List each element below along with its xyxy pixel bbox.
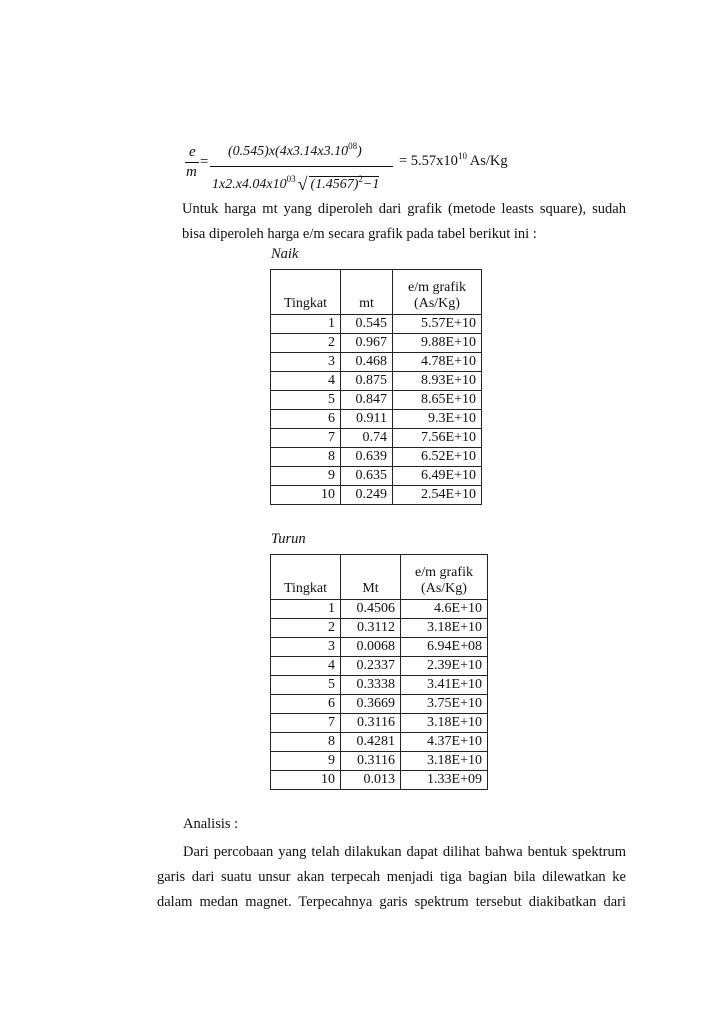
formula-e: e (189, 144, 196, 160)
intro-line-2: bisa diperoleh harga e/m secara grafik pada tabel berikut ini : (182, 226, 537, 242)
cell-mt: 0.4506 (341, 600, 401, 619)
cell-mt: 0.4281 (341, 733, 401, 752)
formula-result-exponent: 10 (457, 151, 467, 161)
cell-em: 4.37E+10 (401, 733, 488, 752)
cell-mt: 0.74 (341, 429, 393, 448)
cell-tingkat: 8 (271, 733, 341, 752)
cell-mt: 0.3669 (341, 695, 401, 714)
cell-tingkat: 7 (271, 714, 341, 733)
table-header-row (271, 555, 488, 600)
cell-em: 9.88E+10 (393, 334, 482, 353)
formula-result-prefix: = 5.57x10 (399, 153, 458, 169)
cell-em: 3.41E+10 (401, 676, 488, 695)
cell-mt: 0.3116 (341, 714, 401, 733)
cell-em: 8.65E+10 (393, 391, 482, 410)
cell-tingkat: 2 (271, 619, 341, 638)
formula-lhs-fraction-bar (185, 162, 199, 163)
cell-em: 4.78E+10 (393, 353, 482, 372)
formula-numerator-exponent: 08 (348, 141, 358, 151)
cell-tingkat: 1 (271, 600, 341, 619)
cell-em: 2.54E+10 (393, 486, 482, 505)
table-row (271, 638, 488, 657)
cell-em: 3.18E+10 (401, 714, 488, 733)
table-row (271, 448, 482, 467)
analysis-title: Analisis : (183, 816, 239, 832)
cell-mt: 0.2337 (341, 657, 401, 676)
cell-em: 9.3E+10 (393, 410, 482, 429)
table-row (271, 391, 482, 410)
cell-tingkat: 10 (271, 486, 341, 505)
formula-radicand-exponent: 2 (358, 174, 363, 184)
formula-m: m (186, 164, 197, 180)
formula-numerator-close: ) (357, 144, 362, 159)
formula-result (399, 153, 508, 170)
table-row (271, 714, 488, 733)
header-em-grafik (401, 555, 488, 600)
cell-mt: 0.468 (341, 353, 393, 372)
cell-tingkat: 5 (271, 676, 341, 695)
cell-em: 4.6E+10 (401, 600, 488, 619)
table-naik-caption: Naik (271, 246, 299, 262)
cell-mt: 0.3112 (341, 619, 401, 638)
cell-tingkat: 6 (271, 695, 341, 714)
table-row (271, 372, 482, 391)
table-row (271, 771, 488, 790)
cell-em: 3.18E+10 (401, 619, 488, 638)
cell-mt: 0.875 (341, 372, 393, 391)
cell-mt: 0.847 (341, 391, 393, 410)
table-row (271, 353, 482, 372)
formula-main-fraction-bar (210, 166, 393, 167)
cell-tingkat: 7 (271, 429, 341, 448)
cell-tingkat: 3 (271, 638, 341, 657)
table-row (271, 695, 488, 714)
cell-tingkat: 4 (271, 657, 341, 676)
table-row (271, 752, 488, 771)
header-tingkat: Tingkat (271, 555, 341, 600)
cell-tingkat: 4 (271, 372, 341, 391)
cell-em: 6.94E+08 (401, 638, 488, 657)
table-row (271, 733, 488, 752)
sqrt-icon: √ (297, 174, 308, 194)
cell-mt: 0.249 (341, 486, 393, 505)
header-em-unit: (As/Kg) (421, 581, 467, 596)
table-naik (270, 269, 482, 505)
cell-tingkat: 2 (271, 334, 341, 353)
cell-em: 6.49E+10 (393, 467, 482, 486)
cell-mt: 0.911 (341, 410, 393, 429)
formula-denominator-a: 1x2.x4.04x10 (212, 177, 287, 192)
table-row (271, 676, 488, 695)
formula-denominator (212, 172, 379, 193)
table-row (271, 410, 482, 429)
cell-em: 1.33E+09 (401, 771, 488, 790)
header-em-grafik-label: e/m grafik (415, 565, 473, 580)
formula-numerator-main: (0.545)x(4x3.14x3.10 (228, 144, 349, 159)
cell-em: 5.57E+10 (393, 315, 482, 334)
intro-line-1: Untuk harga mt yang diperoleh dari grafik (metode leasts square), sudah (182, 201, 626, 217)
header-tingkat: Tingkat (271, 270, 341, 315)
analysis-line-2: garis dari suatu unsur akan terpecah menjadi tiga bagian bila dilewatkan ke (157, 869, 626, 885)
cell-em: 7.56E+10 (393, 429, 482, 448)
table-row (271, 486, 482, 505)
table-row (271, 600, 488, 619)
table-row (271, 429, 482, 448)
cell-em: 2.39E+10 (401, 657, 488, 676)
analysis-line-1: Dari percobaan yang telah dilakukan dapat dilihat bahwa bentuk spektrum (183, 844, 626, 860)
cell-mt: 0.635 (341, 467, 393, 486)
formula-equals: = (200, 154, 209, 170)
header-mt: Mt (341, 555, 401, 600)
cell-em: 3.18E+10 (401, 752, 488, 771)
cell-tingkat: 8 (271, 448, 341, 467)
formula-denominator-exponent: 03 (286, 174, 296, 184)
cell-mt: 0.967 (341, 334, 393, 353)
table-row (271, 334, 482, 353)
table-header-row (271, 270, 482, 315)
cell-mt: 0.3116 (341, 752, 401, 771)
cell-mt: 0.639 (341, 448, 393, 467)
analysis-line-3: dalam medan magnet. Terpecahnya garis spektrum tersebut diakibatkan dari (157, 894, 626, 910)
cell-tingkat: 9 (271, 752, 341, 771)
header-em-unit: (As/Kg) (414, 296, 460, 311)
cell-tingkat: 1 (271, 315, 341, 334)
cell-mt: 0.0068 (341, 638, 401, 657)
cell-tingkat: 10 (271, 771, 341, 790)
cell-mt: 0.013 (341, 771, 401, 790)
table-row (271, 619, 488, 638)
formula-numerator (228, 141, 362, 160)
table-row (271, 467, 482, 486)
cell-mt: 0.545 (341, 315, 393, 334)
header-mt: mt (341, 270, 393, 315)
cell-em: 6.52E+10 (393, 448, 482, 467)
table-row (271, 315, 482, 334)
header-em-grafik (393, 270, 482, 315)
cell-em: 8.93E+10 (393, 372, 482, 391)
cell-tingkat: 6 (271, 410, 341, 429)
cell-tingkat: 3 (271, 353, 341, 372)
cell-tingkat: 5 (271, 391, 341, 410)
table-row (271, 657, 488, 676)
header-em-grafik-label: e/m grafik (408, 280, 466, 295)
cell-mt: 0.3338 (341, 676, 401, 695)
formula-radicand (309, 176, 380, 193)
cell-em: 3.75E+10 (401, 695, 488, 714)
formula-radicand-base: (1.4567) (310, 177, 359, 192)
cell-tingkat: 9 (271, 467, 341, 486)
formula-radicand-tail: −1 (362, 177, 380, 192)
table-turun (270, 554, 488, 790)
formula-result-unit: As/Kg (466, 153, 508, 169)
table-turun-caption: Turun (271, 531, 306, 547)
